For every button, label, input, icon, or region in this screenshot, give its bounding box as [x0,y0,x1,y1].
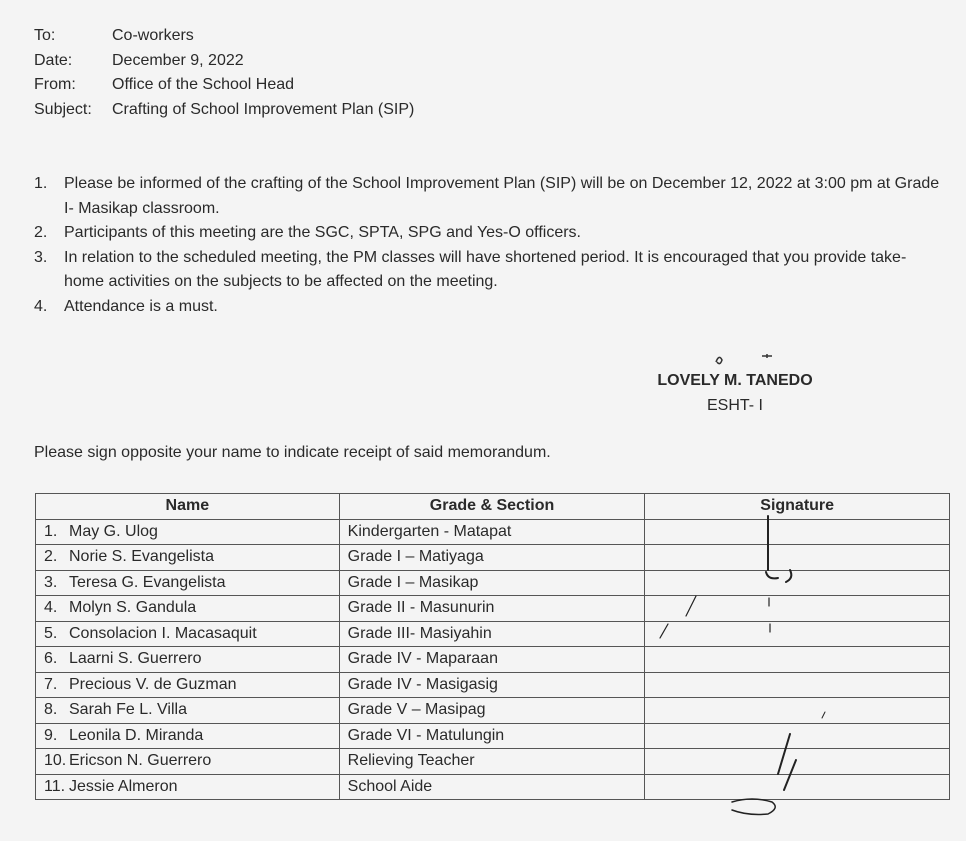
name-cell [36,519,340,545]
signature-cell [645,698,950,724]
table-row [36,570,950,596]
name-cell [36,596,340,622]
row-name: Consolacion I. Macasaquit [69,624,257,642]
memo-items [34,172,944,319]
receipt-instruction: Please sign opposite your name to indicate receipt of said memorandum. [34,444,551,461]
from-label: From: [34,76,76,93]
row-number: 4. [44,599,58,617]
signature-cell [645,596,950,622]
row-number: 1. [44,522,58,540]
row-number: 6. [44,650,58,668]
head-signature-mark [710,350,780,370]
header-signature: Signature [645,494,950,520]
memo-item [34,221,944,246]
signature-cell [645,647,950,673]
signature-cell [645,774,950,800]
item-number: 2. [34,224,48,241]
table-row [36,519,950,545]
header-section: Grade & Section [339,494,645,520]
row-name: Norie S. Evangelista [69,548,214,566]
name-cell [36,621,340,647]
date-value: December 9, 2022 [112,51,244,69]
signatory-position: ESHT- I [706,397,763,414]
row-name: Precious V. de Guzman [69,675,237,693]
signature-stroke [732,799,775,815]
signatory-name: LOVELY M. TANEDO [657,372,813,389]
row-number: 11. [44,777,66,795]
row-name: Jessie Almeron [69,777,178,795]
signature-cell [645,672,950,698]
row-name: May G. Ulog [69,522,158,540]
name-cell [36,698,340,724]
row-number: 9. [44,726,58,744]
section-cell: Grade IV - Maparaan [339,647,645,673]
item-number: 4. [34,297,48,315]
section-cell: Grade IV - Masigasig [339,672,645,698]
table-row [36,749,950,775]
item-text: Attendance is a must. [64,297,218,315]
name-cell [36,723,340,749]
section-cell: Grade VI - Matulungin [339,723,645,749]
name-cell [36,774,340,800]
subject-value: Crafting of School Improvement Plan (SIP) [112,100,415,118]
section-cell: Grade II - Masunurin [339,596,645,622]
row-name: Teresa G. Evangelista [69,573,226,591]
name-cell [36,570,340,596]
row-number: 10. [44,752,67,770]
memo-header [34,24,414,122]
table-row [36,647,950,673]
item-number: 1. [34,175,48,192]
memo-subject [34,98,414,123]
row-number: 7. [44,675,58,693]
header-name: Name [36,494,340,520]
memo-item [34,295,944,320]
row-name: Ericson N. Guerrero [69,752,212,770]
item-text: Please be informed of the crafting of the School Improvement Plan (SIP) will be on December 12, 2022 at 3:00 pm at Grade I- Masikap classroom. [64,175,940,217]
item-text: In relation to the scheduled meeting, the PM classes will have shortened period. It is encouraged that you provide take-home activities on the subjects to be affected on the meeting. [64,248,907,290]
section-cell: Kindergarten - Matapat [339,519,645,545]
memo-item [34,172,944,221]
row-number: 2. [44,548,58,566]
item-text: Participants of this meeting are the SGC, SPTA, SPG and Yes-O officers. [64,224,581,241]
signature-cell [645,723,950,749]
subject-label: Subject: [34,100,92,118]
section-cell: Grade I – Matiyaga [339,545,645,571]
name-cell [36,749,340,775]
signature-cell [645,545,950,571]
table-row [36,545,950,571]
to-value: Co-workers [112,27,194,44]
signature-cell [645,749,950,775]
memo-date [34,49,414,74]
row-number: 8. [44,701,58,719]
receipt-table [35,493,950,800]
row-name: Leonila D. Miranda [69,726,204,744]
row-name: Laarni S. Guerrero [69,650,202,668]
table-row [36,596,950,622]
table-row [36,698,950,724]
row-name: Molyn S. Gandula [69,599,197,617]
table-row [36,672,950,698]
row-number: 5. [44,624,58,642]
from-value: Office of the School Head [112,76,295,93]
table-header-row [36,494,950,520]
date-label: Date: [34,51,73,69]
row-name: Sarah Fe L. Villa [69,701,187,719]
memo-to [34,24,414,49]
table-row [36,723,950,749]
section-cell: Grade I – Masikap [339,570,645,596]
name-cell [36,672,340,698]
item-number: 3. [34,248,48,266]
name-cell [36,545,340,571]
name-cell [36,647,340,673]
to-label: To: [34,27,56,44]
section-cell: Relieving Teacher [339,749,645,775]
table-row [36,774,950,800]
signature-cell [645,570,950,596]
section-cell: Grade V – Masipag [339,698,645,724]
signatory-block [590,368,880,418]
section-cell: School Aide [339,774,645,800]
signature-cell [645,621,950,647]
memo-from [34,73,414,98]
memo-item [34,246,944,295]
table-row [36,621,950,647]
section-cell: Grade III- Masiyahin [339,621,645,647]
row-number: 3. [44,573,58,591]
signature-cell [645,519,950,545]
